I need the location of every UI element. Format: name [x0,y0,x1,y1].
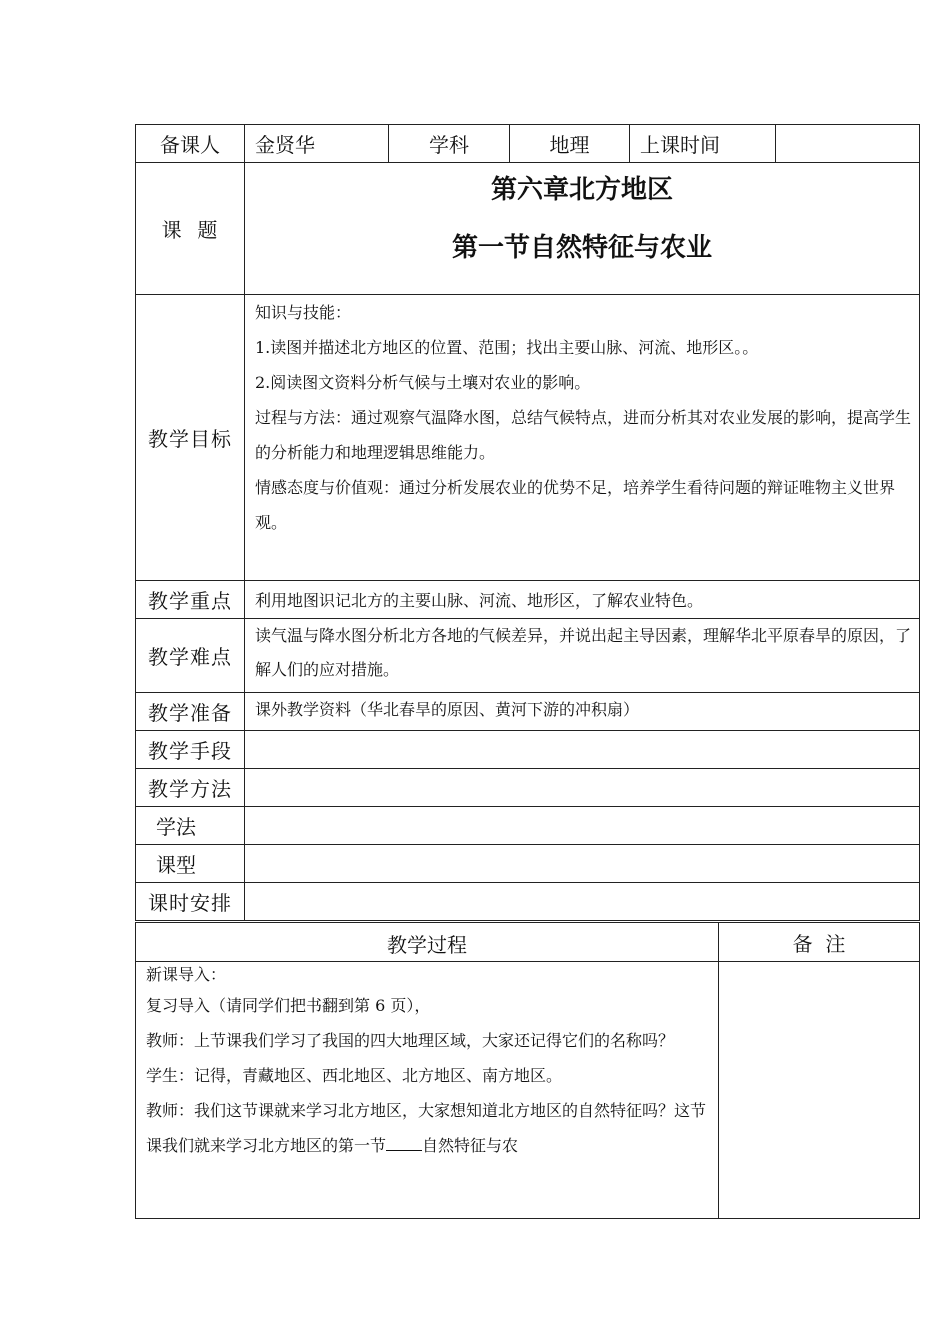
process-line: 复习导入（请同学们把书翻到第 6 页）， [146,996,431,1015]
subject-value: 地理 [510,125,630,163]
subject-label: 学科 [389,125,510,163]
schedule-text [245,883,920,921]
process-line: 新课导入： [146,965,227,984]
process-line-text: 教师：我们这节课就来学习北方地区，大家想知道北方地区的自然特征吗？这节课我们就来学习北方地区的第一节 [146,1101,707,1155]
lesson-type-label: 课型 [136,845,245,883]
class-time-value [776,125,920,163]
objectives-label: 教学目标 [136,295,245,581]
process-header: 教学过程 [136,923,719,962]
chapter-title: 第六章北方地区 [490,175,673,205]
study-method-text [245,807,920,845]
difficulties-text: 读气温与降水图分析北方各地的气候差异，并说出起主导因素，理解华北平原春旱的原因，了解人们的应对措施。 [245,619,920,693]
process-line: 学生：记得，青藏地区、西北地区、北方地区、南方地区。 [146,1066,563,1085]
study-method-label: 学法 [136,807,245,845]
section-title: 第一节自然特征与农业 [451,233,712,263]
topic-title-cell [245,163,920,295]
remarks-content [719,962,920,1219]
objective-line: 1.读图并描述北方地区的位置、范围；找出主要山脉、河流、地形区。。 [255,338,759,357]
class-time-label: 上课时间 [630,125,776,163]
difficulties-label: 教学难点 [136,619,245,693]
process-line-last [146,1093,710,1163]
lesson-info-table [135,124,920,921]
objective-line: 过程与方法：通过观察气温降水图，总结气候特点，进而分析其对农业发展的影响，提高学生的分析能力和地理逻辑思维能力。 [255,408,912,462]
lesson-type-text [245,845,920,883]
means-label: 教学手段 [136,731,245,769]
process-content [136,962,719,1219]
fill-blank [386,1132,422,1151]
objective-line: 情感态度与价值观：通过分析发展农业的优势不足，培养学生看待问题的辩证唯物主义世界观。 [255,478,896,532]
preparation-text: 课外教学资料（华北春旱的原因、黄河下游的冲积扇） [245,693,920,731]
topic-label: 课 题 [136,163,245,295]
preparer-value: 金贤华 [245,125,389,163]
methods-label: 教学方法 [136,769,245,807]
remarks-header: 备 注 [719,923,920,962]
process-line-tail: 自然特征与农 [422,1136,519,1155]
key-points-label: 教学重点 [136,581,245,619]
process-line: 教师：上节课我们学习了我国的四大地理区域，大家还记得它们的名称吗？ [146,1031,675,1050]
objectives-content [245,295,920,581]
methods-text [245,769,920,807]
key-points-text: 利用地图识记北方的主要山脉、河流、地形区，了解农业特色。 [245,581,920,619]
schedule-label: 课时安排 [136,883,245,921]
means-text [245,731,920,769]
teaching-process-table [135,922,920,1219]
objective-line: 2.阅读图文资料分析气候与土壤对农业的影响。 [255,373,591,392]
preparation-label: 教学准备 [136,693,245,731]
objective-line: 知识与技能： [255,303,352,322]
preparer-label: 备课人 [136,125,245,163]
